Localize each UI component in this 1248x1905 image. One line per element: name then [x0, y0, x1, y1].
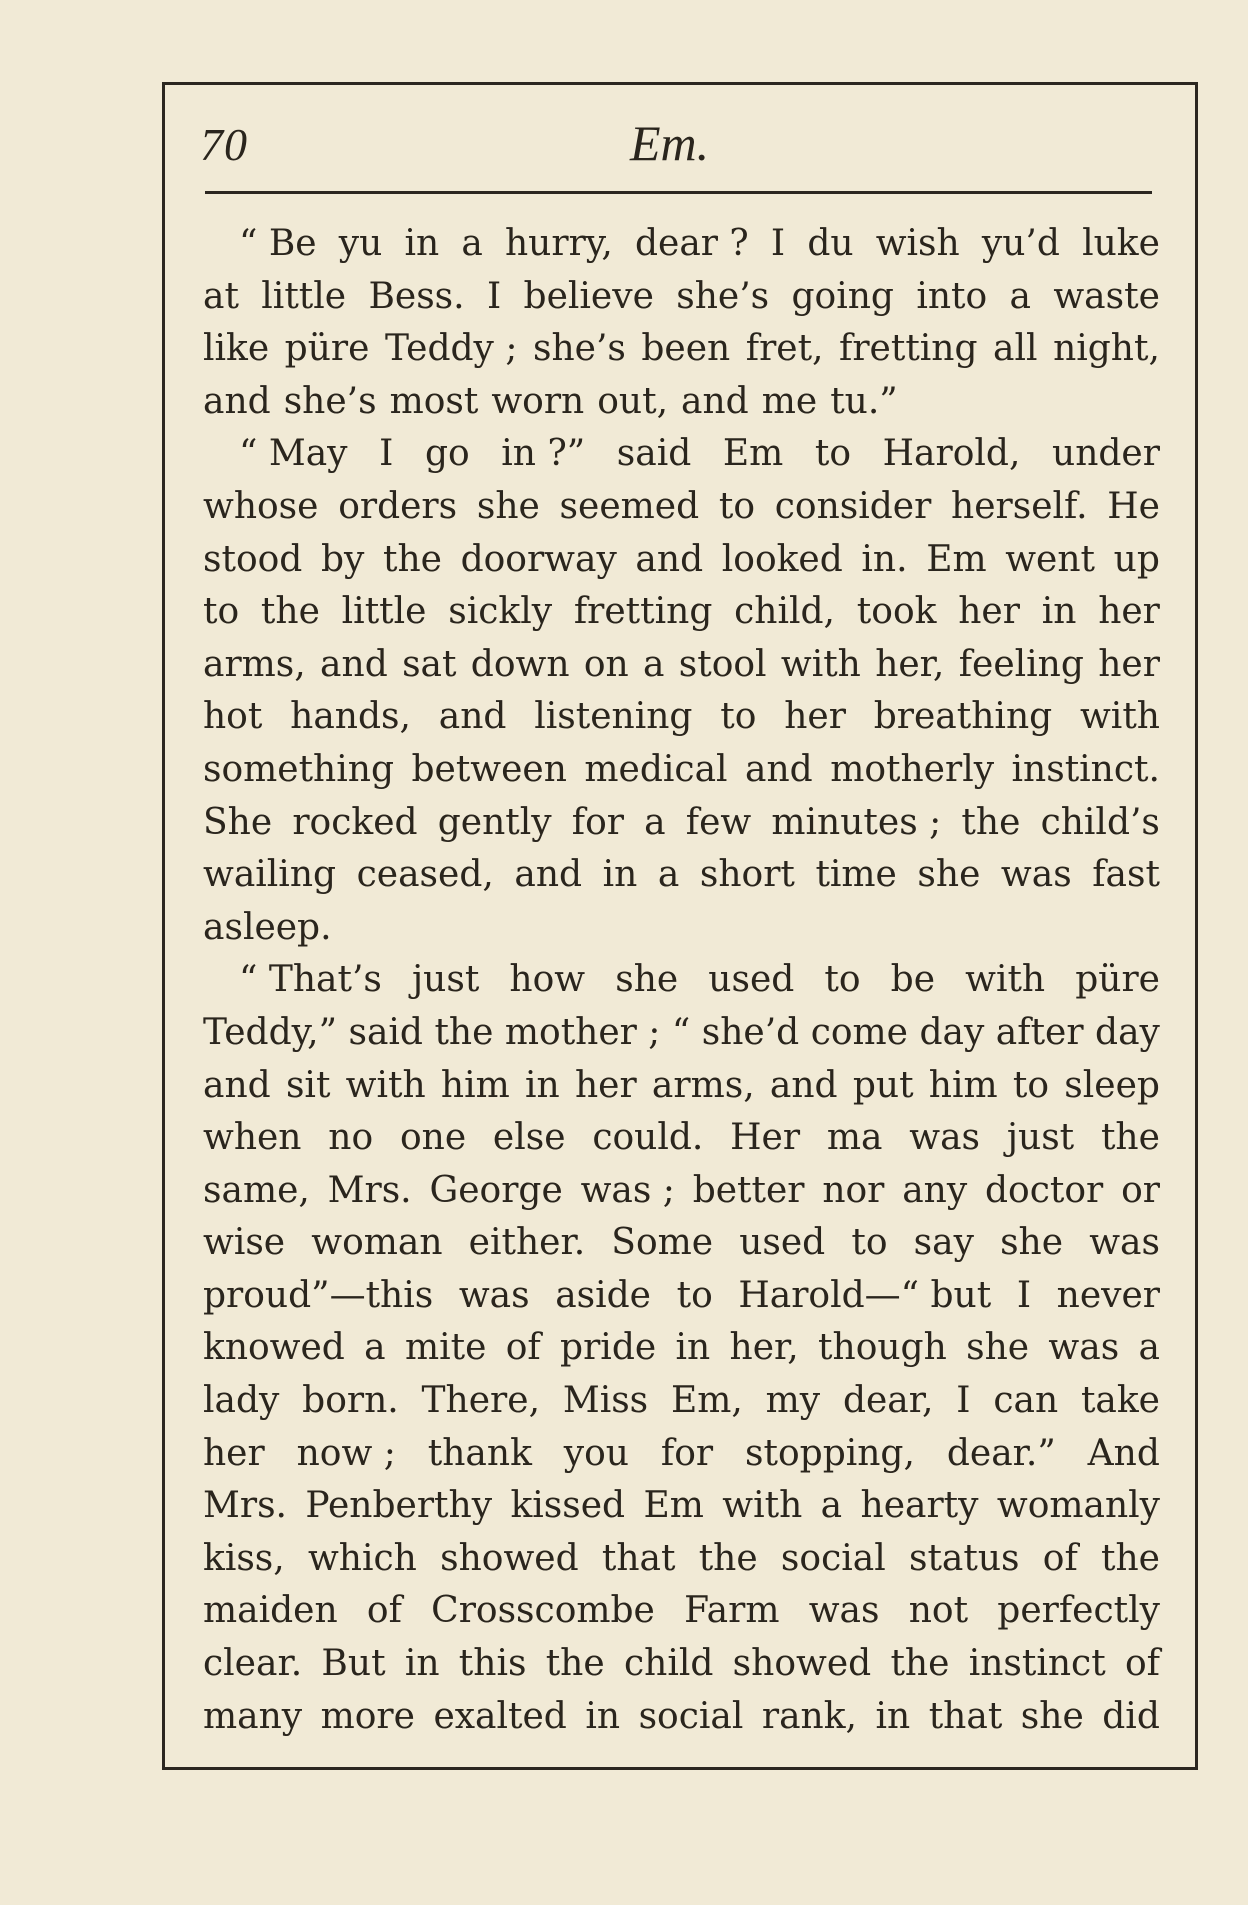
word: sickly	[448, 591, 553, 633]
word: that	[601, 1537, 676, 1579]
word: Crosscombe	[431, 1590, 655, 1632]
word: with	[965, 959, 1046, 1001]
word: seemed	[559, 485, 700, 527]
word: for	[571, 801, 624, 843]
word: to	[851, 1222, 888, 1264]
word: little	[261, 275, 347, 317]
word: “ she’d	[671, 1011, 800, 1053]
word: gently	[437, 801, 552, 843]
word: she’s	[283, 380, 377, 422]
word: mother ;	[504, 1011, 661, 1053]
text-line	[203, 1270, 1160, 1323]
word: in	[1041, 591, 1077, 633]
word: was	[1000, 854, 1072, 896]
word: the	[434, 1011, 494, 1053]
word: been	[641, 328, 731, 370]
word: said	[348, 1011, 423, 1053]
text-line	[203, 797, 1160, 850]
word: into	[916, 275, 988, 317]
word: down	[470, 643, 570, 685]
text-line	[203, 902, 1160, 955]
text-line	[203, 1533, 1160, 1586]
word: wise	[203, 1222, 286, 1264]
word: just	[412, 959, 480, 1001]
word: fret,	[745, 328, 824, 370]
word: I	[1016, 1274, 1032, 1316]
word: did	[1102, 1695, 1160, 1737]
word: take	[1080, 1380, 1160, 1422]
word: proud”—this	[203, 1274, 434, 1316]
word: her,	[729, 1327, 799, 1369]
word: few	[685, 801, 752, 843]
word: just	[1006, 1117, 1075, 1159]
word: used	[708, 959, 795, 1001]
word: Her	[730, 1117, 801, 1159]
word: rocked	[292, 801, 418, 843]
word: sleep	[1064, 1064, 1160, 1106]
word: day	[1095, 1011, 1160, 1053]
word: now ;	[296, 1432, 396, 1474]
word: and	[320, 643, 388, 685]
word: the	[961, 801, 1021, 843]
word: she	[1000, 1222, 1064, 1264]
word: Teddy ;	[384, 328, 518, 370]
word: Em	[722, 433, 784, 475]
word: never	[1056, 1274, 1160, 1316]
text-line	[203, 1217, 1160, 1270]
word: though	[818, 1327, 947, 1369]
word: maiden	[203, 1590, 338, 1632]
text-line	[203, 1375, 1160, 1428]
word: by	[320, 538, 365, 580]
word: in	[404, 1643, 440, 1685]
word: dear ?	[634, 223, 749, 264]
word: a	[820, 1485, 843, 1527]
word: luke	[1082, 223, 1160, 264]
word: him	[928, 1064, 998, 1106]
page-number: 70	[200, 119, 248, 170]
word: and	[745, 748, 813, 790]
text-line	[203, 639, 1160, 692]
word: was	[458, 1274, 530, 1316]
word: on	[583, 643, 629, 685]
word: was	[909, 1117, 981, 1159]
word: come	[810, 1011, 908, 1053]
word: püre	[284, 328, 370, 370]
word: But	[321, 1643, 386, 1685]
word: ceased,	[356, 854, 494, 896]
word: and	[635, 538, 704, 580]
word: showed	[732, 1643, 872, 1685]
word: when	[203, 1117, 302, 1159]
word: going	[791, 275, 894, 317]
text-line	[203, 481, 1160, 534]
word: rank,	[761, 1695, 857, 1737]
word: and	[438, 696, 507, 738]
word: püre	[1075, 959, 1160, 1001]
word: a	[1138, 1327, 1160, 1369]
word: She	[203, 801, 273, 843]
word: and	[769, 1064, 838, 1106]
word: which	[307, 1537, 417, 1579]
word: the	[698, 1537, 758, 1579]
word: arms,	[203, 643, 306, 685]
word: say	[913, 1222, 974, 1264]
word: There,	[421, 1380, 541, 1422]
word: be	[890, 959, 936, 1001]
word: Farm	[684, 1590, 780, 1632]
word: knowed	[203, 1327, 345, 1369]
word: yu	[338, 223, 383, 264]
word: in	[585, 1695, 621, 1737]
word: took	[856, 591, 937, 633]
text-line	[203, 1060, 1160, 1113]
word: of	[505, 1327, 541, 1369]
word: herself.	[951, 485, 1088, 527]
word: doorway	[460, 538, 617, 580]
word: I	[956, 1380, 971, 1422]
word: the	[1100, 1117, 1160, 1159]
word: a	[642, 643, 665, 685]
word: hearty	[860, 1485, 979, 1527]
word: I	[379, 433, 394, 475]
word: wish	[875, 223, 960, 264]
text-line	[203, 323, 1160, 376]
word: instinct.	[1011, 748, 1160, 790]
word: wailing	[203, 854, 337, 896]
word: social	[638, 1695, 744, 1737]
word: a	[461, 223, 483, 264]
word: to	[1012, 1064, 1050, 1106]
text-line	[203, 428, 1160, 481]
word: day	[919, 1011, 985, 1053]
word: hot	[203, 696, 263, 738]
word: tu.”	[830, 380, 898, 422]
word: you	[563, 1432, 629, 1474]
word: hurry,	[505, 223, 613, 264]
word: her	[1098, 643, 1160, 685]
word: this	[458, 1643, 527, 1685]
word: of	[1042, 1537, 1078, 1579]
word: believe	[523, 275, 654, 317]
word: one	[399, 1117, 467, 1159]
word: in	[675, 1327, 711, 1369]
word: clear.	[203, 1643, 303, 1685]
word: time	[815, 854, 897, 896]
word: she	[476, 485, 540, 527]
word: me	[761, 380, 818, 422]
text-line	[203, 534, 1160, 587]
word: to	[718, 485, 755, 527]
word: And	[1087, 1432, 1160, 1474]
word: listening	[534, 696, 693, 738]
word: out,	[597, 380, 669, 422]
word: my	[765, 1380, 821, 1422]
word: not	[908, 1590, 969, 1632]
word: she’s	[532, 328, 626, 370]
word: with	[780, 643, 861, 685]
word: pride	[560, 1327, 657, 1369]
word: to	[203, 591, 240, 633]
header-rule	[205, 191, 1152, 194]
word: minutes ;	[771, 801, 942, 843]
word: any	[902, 1169, 968, 1211]
word: short	[699, 854, 795, 896]
word: in ?”	[501, 433, 586, 475]
word: Penberthy	[305, 1485, 493, 1527]
word: how	[509, 959, 586, 1001]
word: motherly	[830, 748, 995, 790]
word: dear,	[842, 1380, 934, 1422]
word: Miss	[562, 1380, 649, 1422]
word: could.	[592, 1117, 704, 1159]
text-line	[203, 271, 1160, 324]
word: else	[492, 1117, 566, 1159]
word: whose	[203, 485, 319, 527]
text-line	[203, 1112, 1160, 1165]
word: was	[808, 1590, 880, 1632]
text-line	[203, 586, 1160, 639]
word: can	[993, 1380, 1059, 1422]
word: all	[993, 328, 1038, 370]
word: fretting	[573, 591, 713, 633]
word: and	[514, 854, 583, 896]
word: used	[739, 1222, 826, 1264]
word: medical	[584, 748, 728, 790]
word: with	[345, 1064, 426, 1106]
word: to	[814, 433, 852, 475]
word: she	[917, 854, 981, 896]
word: better	[692, 1169, 805, 1211]
word: the	[890, 1643, 950, 1685]
word: she	[966, 1327, 1030, 1369]
word: in	[404, 223, 440, 264]
word: “ That’s	[239, 959, 382, 1001]
text-line	[203, 1165, 1160, 1218]
word: asleep.	[203, 906, 332, 948]
word: put	[852, 1064, 914, 1106]
word: waste	[1053, 275, 1160, 317]
word: said	[616, 433, 692, 475]
word: she	[1020, 1695, 1084, 1737]
text-line	[203, 744, 1160, 797]
word: she	[615, 959, 679, 1001]
word: child’s	[1040, 801, 1160, 843]
text-line	[203, 849, 1160, 902]
word: woman	[311, 1222, 443, 1264]
word: her,	[875, 643, 945, 685]
word: that	[928, 1695, 1003, 1737]
word: went	[1005, 538, 1096, 580]
word: with	[722, 1485, 803, 1527]
word: of	[1124, 1643, 1160, 1685]
word: something	[203, 748, 394, 790]
word: up	[1113, 538, 1160, 580]
word: stool	[678, 643, 767, 685]
word: the	[260, 591, 320, 633]
word: Some	[611, 1222, 714, 1264]
word: dear.”	[946, 1432, 1056, 1474]
word: to	[824, 959, 861, 1001]
word: in.	[861, 538, 908, 580]
word: born.	[302, 1380, 399, 1422]
word: arms,	[651, 1064, 755, 1106]
word: He	[1107, 485, 1160, 527]
text-line	[203, 1007, 1160, 1060]
word: her	[574, 1064, 637, 1106]
word: Em,	[670, 1380, 743, 1422]
word: little	[341, 591, 427, 633]
word: was	[1089, 1222, 1160, 1264]
word: kiss,	[203, 1537, 285, 1579]
word: under	[1052, 433, 1160, 475]
word: aside	[555, 1274, 651, 1316]
word: or	[1121, 1169, 1160, 1211]
word: Harold,	[882, 433, 1021, 475]
word: to	[720, 696, 757, 738]
word: Mrs.	[203, 1485, 287, 1527]
word: stood	[203, 538, 303, 580]
word: same,	[203, 1169, 310, 1211]
word: “ Be	[239, 223, 317, 264]
word: most	[389, 380, 479, 422]
text-line	[203, 1585, 1160, 1638]
word: her	[203, 1432, 265, 1474]
word: breathing	[873, 696, 1053, 738]
word: between	[411, 748, 567, 790]
word: go	[424, 433, 470, 475]
word: the	[382, 538, 442, 580]
text-line	[203, 1691, 1160, 1744]
word: a	[644, 801, 666, 843]
text-line	[203, 1428, 1160, 1481]
word: the	[545, 1643, 605, 1685]
word: feeling	[958, 643, 1084, 685]
word: exalted	[433, 1695, 567, 1737]
text-line	[203, 376, 1160, 429]
word: yu’d	[981, 223, 1060, 264]
word: the	[1101, 1537, 1160, 1579]
word: sat	[402, 643, 457, 685]
word: thank	[427, 1432, 532, 1474]
word: in	[525, 1064, 560, 1106]
word: to	[676, 1274, 713, 1316]
word: George	[429, 1169, 563, 1211]
word: I	[486, 275, 502, 317]
word: at	[203, 275, 239, 317]
word: kissed	[510, 1485, 626, 1527]
word: Harold—“ but	[738, 1274, 992, 1316]
word: showed	[440, 1537, 579, 1579]
word: status	[908, 1537, 1020, 1579]
word: either.	[468, 1222, 586, 1264]
word: Bess.	[368, 275, 465, 317]
word: more	[320, 1695, 415, 1737]
word: worn	[491, 380, 585, 422]
word: nor	[822, 1169, 885, 1211]
word: for	[660, 1432, 714, 1474]
word: night,	[1053, 328, 1160, 370]
word: consider	[774, 485, 932, 527]
word: du	[807, 223, 854, 264]
word: with	[1079, 696, 1160, 738]
word: and	[203, 1064, 271, 1106]
word: and	[681, 380, 749, 422]
text-line	[203, 1480, 1160, 1533]
word: her	[784, 696, 846, 738]
body-text	[203, 218, 1160, 1743]
word: womanly	[996, 1485, 1160, 1527]
word: she’s	[676, 275, 770, 317]
word: ma	[826, 1117, 883, 1159]
text-line	[203, 1322, 1160, 1375]
word: her	[958, 591, 1020, 633]
text-line	[203, 1638, 1160, 1691]
text-line	[203, 218, 1160, 271]
word: child,	[734, 591, 836, 633]
word: sit	[285, 1064, 331, 1106]
word: social	[780, 1537, 886, 1579]
word: fast	[1092, 854, 1160, 896]
word: a	[1009, 275, 1031, 317]
word: no	[328, 1117, 374, 1159]
word: fretting	[839, 328, 978, 370]
word: Teddy,”	[203, 1011, 338, 1053]
word: perfectly	[997, 1590, 1160, 1632]
word: a	[364, 1327, 386, 1369]
word: like	[203, 328, 270, 370]
text-line	[203, 954, 1160, 1007]
word: was ;	[580, 1169, 675, 1211]
word: in	[602, 854, 638, 896]
text-line	[203, 691, 1160, 744]
word: Em	[926, 538, 987, 580]
running-title: Em.	[630, 115, 710, 171]
word: hands,	[290, 696, 411, 738]
word: orders	[338, 485, 458, 527]
word: him	[440, 1064, 510, 1106]
word: Em	[643, 1485, 704, 1527]
word: instinct	[968, 1643, 1106, 1685]
word: a	[657, 854, 680, 896]
word: mite	[404, 1327, 487, 1369]
word: in	[875, 1695, 911, 1737]
word: Mrs.	[327, 1169, 412, 1211]
word: and	[203, 380, 271, 422]
word: looked	[721, 538, 843, 580]
word: after	[995, 1011, 1084, 1053]
word: child	[623, 1643, 714, 1685]
word: lady	[203, 1380, 280, 1422]
word: was	[1048, 1327, 1120, 1369]
word: I	[770, 223, 786, 264]
word: of	[366, 1590, 402, 1632]
word: “ May	[239, 433, 348, 475]
word: her	[1098, 591, 1160, 633]
word: doctor	[985, 1169, 1104, 1211]
word: stopping,	[745, 1432, 915, 1474]
word: many	[203, 1695, 303, 1737]
